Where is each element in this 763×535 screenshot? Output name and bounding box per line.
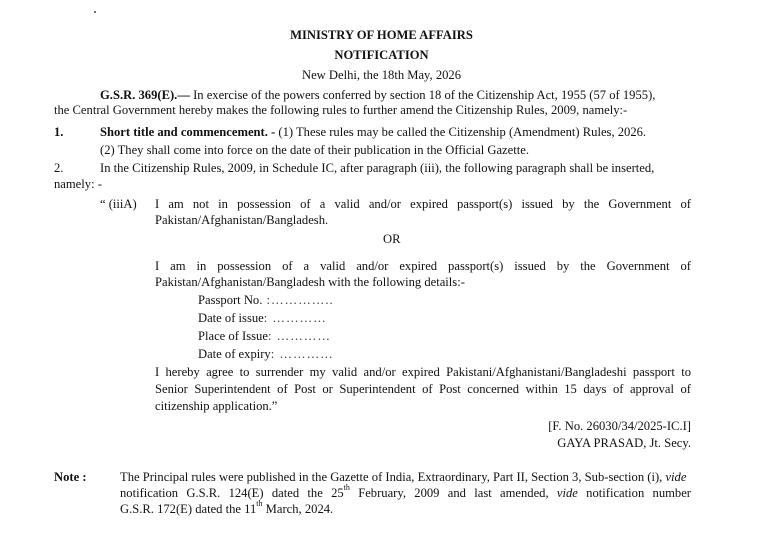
field-place-of-issue [198, 328, 331, 344]
note-line-2-b: February, 2009 and last amended, [349, 486, 557, 500]
field-fill: : ………… [263, 311, 327, 325]
field-label: Date of expiry [198, 347, 271, 361]
rule-1-text: (1) These rules may be called the Citizenship (Amendment) Rules, 2026. [275, 125, 647, 139]
note-label: Note : [54, 470, 87, 484]
note-line-3-b: March, 2024. [262, 502, 334, 516]
dateline: New Delhi, the 18th May, 2026 [301, 68, 462, 82]
ministry-title: MINISTRY OF HOME AFFAIRS [290, 28, 473, 42]
note-line-2-a: notification G.S.R. 124(E) dated the 25 [120, 486, 344, 500]
preamble-line-1 [100, 87, 655, 103]
file-number: [F. No. 26030/34/2025-IC.I] [548, 419, 691, 433]
signatory: GAYA PRASAD, Jt. Secy. [557, 436, 691, 450]
inserted-label: “ (iiiA) [100, 197, 137, 211]
field-label: Passport No. [198, 293, 263, 307]
rule-2-line-2: namely: - [54, 177, 102, 191]
field-fill: :………….. [262, 293, 334, 307]
notification-title: NOTIFICATION [334, 48, 429, 62]
rule-1-number: 1. [54, 125, 64, 139]
note-sup-th: th [343, 483, 350, 492]
stray-dot-mark [94, 11, 96, 13]
field-fill: : ………… [270, 347, 334, 361]
agree-line-2: Senior Superintendent of Post or Superintendent of Post concerned within 15 days of approval of [155, 382, 691, 396]
note-line-2-c: notification number [577, 486, 691, 500]
rule-2-number: 2. [54, 161, 64, 175]
preamble-line-2: the Central Government hereby makes the following rules to further amend the Citizenship Rules, 2009, namely:- [54, 103, 628, 117]
note-line-3 [120, 501, 333, 517]
field-fill: : ………… [267, 329, 331, 343]
or-separator: OR [383, 232, 401, 246]
rule-1-line [100, 124, 646, 140]
note-line-3-a: G.S.R. 172(E) dated the 11 [120, 502, 257, 516]
note-line-2 [120, 485, 691, 501]
note-sup-th: th [256, 499, 263, 508]
rule-2-line-1: In the Citizenship Rules, 2009, in Schedule IC, after paragraph (iii), the following paragraph shall be inserted, [100, 161, 655, 175]
rule-1-heading: Short title and commencement. - [100, 125, 276, 139]
field-label: Place of Issue [198, 329, 268, 343]
para-1-line-2: Pakistan/Afghanistan/Bangladesh. [155, 213, 329, 227]
note-line-1 [120, 469, 686, 485]
para-1-line-1: I am not in possession of a valid and/or expired passport(s) issued by the Government of [155, 197, 691, 211]
note-vide: vide [556, 486, 578, 500]
agree-line-1: I hereby agree to surrender my valid and/or expired Pakistani/Afghanistani/Bangladeshi passport to [155, 365, 691, 379]
note-line-1-text: The Principal rules were published in the Gazette of India, Extraordinary, Part II, Section 3, Sub-section (i), [120, 470, 666, 484]
agree-line-3: citizenship application.” [155, 399, 278, 413]
field-date-of-expiry [198, 346, 334, 362]
field-passport-no [198, 292, 334, 308]
gsr-number: G.S.R. 369(E).— [100, 88, 190, 102]
rule-1-sub-2: (2) They shall come into force on the date of their publication in the Official Gazette. [100, 143, 529, 157]
note-vide: vide [665, 470, 687, 484]
preamble-text-1: In exercise of the powers conferred by section 18 of the Citizenship Act, 1955 (57 of 1955), [189, 88, 656, 102]
para-2-line-2: Pakistan/Afghanistan/Bangladesh with the following details:- [155, 275, 465, 289]
field-date-of-issue [198, 310, 327, 326]
para-2-line-1: I am in possession of a valid and/or expired passport(s) issued by the Government of [155, 259, 691, 273]
field-label: Date of issue [198, 311, 264, 325]
